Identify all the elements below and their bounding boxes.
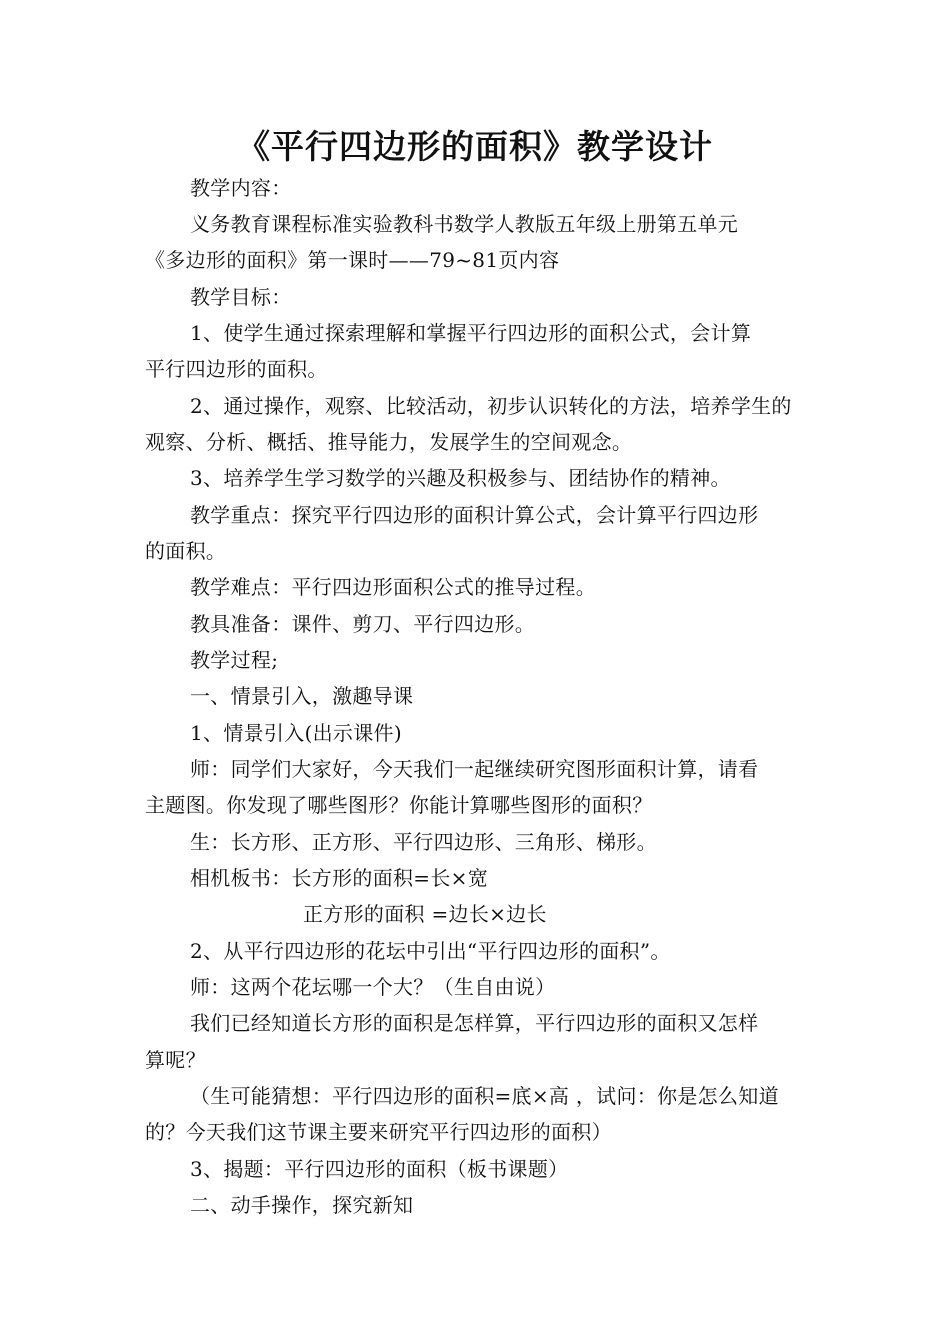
section-heading: 一、情景引入，激趣导课 [190,684,414,708]
text-line: 师：同学们大家好，今天我们一起继续研究图形面积计算，请看 [190,757,759,781]
text-line: （生可能猜想：平行四边形的面积=底×高 ，试问：你是怎么知道 [190,1084,779,1108]
text-line: 2、通过操作，观察、比较活动，初步认识转化的方法，培养学生的 [190,394,792,418]
text-line: 生：长方形、正方形、平行四边形、三角形、梯形。 [190,830,657,854]
text-line: 教具准备：课件、剪刀、平行四边形。 [190,612,536,636]
text-line: 我们已经知道长方形的面积是怎样算，平行四边形的面积又怎样 [190,1011,759,1035]
text-line: 《多边形的面积》第一课时——79~81页内容 [145,248,560,272]
section-heading: 二、动手操作，探究新知 [190,1193,414,1217]
text-line: 算呢？ [145,1048,206,1072]
text-line: 教学内容： [190,176,292,200]
text-line: 义务教育课程标准实验教科书数学人教版五年级上册第五单元 [190,212,739,236]
text-line: 教学重点：探究平行四边形的面积计算公式，会计算平行四边形 [190,503,759,527]
text-line: 3、揭题：平行四边形的面积（板书课题） [190,1157,569,1181]
text-line: 1、使学生通过探索理解和掌握平行四边形的面积公式，会计算 [190,321,752,345]
text-line: 教学目标： [190,285,292,309]
text-line: 3、培养学生学习数学的兴趣及积极参与、团结协作的精神。 [190,466,731,490]
text-line: 的？今天我们这节课主要来研究平行四边形的面积） [145,1120,612,1144]
text-line: 1、情景引入(出示课件) [190,721,402,745]
text-line: 平行四边形的面积。 [145,357,328,381]
text-line: 教学过程; [190,648,279,672]
text-line: 师：这两个花坛哪一个大？（生自由说） [190,975,556,999]
text-line: 观察、分析、概括、推导能力，发展学生的空间观念。 [145,430,633,454]
text-line: 相机板书：长方形的面积=长×宽 [190,866,489,890]
text-line: 2、从平行四边形的花坛中引出“平行四边形的面积”。 [190,939,671,963]
text-line: 正方形的面积 =边长×边长 [303,902,547,926]
document-title: 《平行四边形的面积》教学设计 [237,127,713,166]
text-line: 的面积。 [145,539,227,563]
text-line: 主题图。你发现了哪些图形？你能计算哪些图形的面积？ [145,793,653,817]
text-line: 教学难点：平行四边形面积公式的推导过程。 [190,575,596,599]
